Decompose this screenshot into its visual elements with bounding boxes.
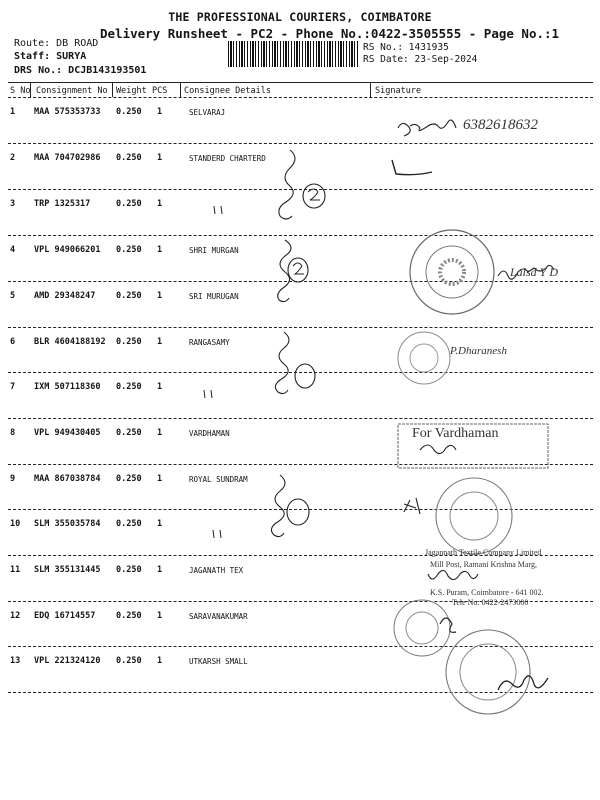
row-sno: 2 <box>10 153 16 163</box>
row-consignment: SLM 355131445 <box>34 565 101 575</box>
row-divider <box>8 281 593 282</box>
table-row <box>0 611 600 657</box>
row-consignment: EDQ 16714557 <box>34 611 96 621</box>
row-consignment: TRP 1325317 <box>34 199 91 209</box>
table-row <box>0 382 600 428</box>
rs-date: RS Date: 23-Sep-2024 <box>363 54 478 65</box>
row-divider <box>8 372 593 373</box>
jagannath-stamp-line: Tele No: 0422-2473000 <box>452 598 529 607</box>
row-divider <box>8 464 593 465</box>
row-pcs: 1 <box>157 611 163 621</box>
table-row <box>0 428 600 474</box>
row-consignment: VPL 949066201 <box>34 245 101 255</box>
row-consignee: SELVARAJ <box>189 108 226 117</box>
row-divider <box>8 646 593 647</box>
table-row <box>0 656 600 702</box>
row-consignee: ROYAL SUNDRAM <box>189 475 248 484</box>
row-sno: 7 <box>10 382 16 392</box>
row-sno: 9 <box>10 474 16 484</box>
row-sno: 11 <box>10 565 21 575</box>
row-weight: 0.250 <box>116 656 142 666</box>
table-row <box>0 153 600 199</box>
row-divider <box>8 327 593 328</box>
row-consignment: MAA 575353733 <box>34 107 101 117</box>
row-weight: 0.250 <box>116 337 142 347</box>
row-sno: 13 <box>10 656 21 666</box>
row-consignee: SRI MURUGAN <box>189 292 239 301</box>
row-weight: 0.250 <box>116 199 142 209</box>
row-consignment: IXM 507118360 <box>34 382 101 392</box>
jagannath-stamp-line: Jagannath Textile Company Limited <box>425 548 542 557</box>
table-row <box>0 519 600 565</box>
row-pcs: 1 <box>157 474 163 484</box>
handwritten-note: Lalsd Y D <box>510 265 559 279</box>
row-pcs: 1 <box>157 428 163 438</box>
row-pcs: 1 <box>157 382 163 392</box>
header-bottom-rule <box>8 97 593 98</box>
row-pcs: 1 <box>157 199 163 209</box>
row-consignment: AMD 29348247 <box>34 291 96 301</box>
runsheet-subtitle: Delivery Runsheet - PC2 - Phone No.:0422-3505555 - Page No.:1 <box>100 26 560 41</box>
row-pcs: 1 <box>157 337 163 347</box>
staff-label: Staff: SURYA <box>14 51 87 62</box>
col-header-weight: Weight <box>116 86 147 96</box>
vardhaman-stamp-text: For Vardhaman <box>412 426 499 441</box>
row-sno: 8 <box>10 428 16 438</box>
table-row <box>0 291 600 337</box>
col-header-sno: S No <box>10 86 31 96</box>
route-label: Route: DB ROAD <box>14 38 99 49</box>
row-weight: 0.250 <box>116 519 142 529</box>
row-sno: 4 <box>10 245 16 255</box>
row-weight: 0.250 <box>116 382 142 392</box>
col-sep <box>180 83 181 97</box>
row-weight: 0.250 <box>116 565 142 575</box>
col-header-consignee: Consignee Details <box>184 86 271 96</box>
row-sno: 1 <box>10 107 16 117</box>
row-consignment: MAA 867038784 <box>34 474 101 484</box>
row-pcs: 1 <box>157 107 163 117</box>
row-consignment: SLM 355035784 <box>34 519 101 529</box>
col-sep <box>112 83 113 97</box>
row-consignment: VPL 221324120 <box>34 656 101 666</box>
row-consignee: UTKARSH SMALL <box>189 657 248 666</box>
row-sno: 6 <box>10 337 16 347</box>
row-sno: 10 <box>10 519 21 529</box>
row-consignee: JAGANATH TEX <box>189 566 244 575</box>
row-consignment: BLR 4604188192 <box>34 337 106 347</box>
table-row <box>0 337 600 383</box>
barcode <box>228 41 358 67</box>
jagannath-stamp-line: K.S. Puram, Coimbatore - 641 002. <box>430 588 544 597</box>
row-pcs: 1 <box>157 245 163 255</box>
company-title: THE PROFESSIONAL COURIERS, COIMBATORE <box>168 10 432 24</box>
row-consignee: SHRI MURGAN <box>189 246 239 255</box>
col-header-pcs: PCS <box>152 86 168 96</box>
col-sep <box>370 83 371 97</box>
row-consignee: VARDHAMAN <box>189 429 230 438</box>
row-sno: 3 <box>10 199 16 209</box>
row-pcs: 1 <box>157 656 163 666</box>
row-consignee: RANGASAMY <box>189 338 230 347</box>
handwritten-name: P.Dharanesh <box>450 345 507 357</box>
row-divider <box>8 692 593 693</box>
row-weight: 0.250 <box>116 107 142 117</box>
header-top-rule <box>8 82 593 83</box>
row-consignee: SARAVANAKUMAR <box>189 612 248 621</box>
row-divider <box>8 235 593 236</box>
row-weight: 0.250 <box>116 291 142 301</box>
row-sno: 12 <box>10 611 21 621</box>
row-consignment: VPL 949430405 <box>34 428 101 438</box>
jagannath-stamp-line: Mill Post, Ramani Krishna Marg, <box>430 560 537 569</box>
row-divider <box>8 418 593 419</box>
row-pcs: 1 <box>157 519 163 529</box>
col-header-signature: Signature <box>375 86 422 96</box>
row-consignment: MAA 704702986 <box>34 153 101 163</box>
row-weight: 0.250 <box>116 245 142 255</box>
row-divider <box>8 189 593 190</box>
handwritten-phone: 6382618632 <box>463 117 538 133</box>
row-weight: 0.250 <box>116 474 142 484</box>
row-divider <box>8 509 593 510</box>
table-row <box>0 199 600 245</box>
row-pcs: 1 <box>157 153 163 163</box>
row-weight: 0.250 <box>116 153 142 163</box>
table-row <box>0 474 600 520</box>
row-weight: 0.250 <box>116 428 142 438</box>
row-pcs: 1 <box>157 565 163 575</box>
row-sno: 5 <box>10 291 16 301</box>
rs-number: RS No.: 1431935 <box>363 42 449 53</box>
row-divider <box>8 143 593 144</box>
row-consignee: STANDERD CHARTERD <box>189 154 266 163</box>
col-header-consignment: Consignment No <box>36 86 108 96</box>
drs-number: DRS No.: DCJB143193501 <box>14 65 147 76</box>
row-weight: 0.250 <box>116 611 142 621</box>
row-pcs: 1 <box>157 291 163 301</box>
